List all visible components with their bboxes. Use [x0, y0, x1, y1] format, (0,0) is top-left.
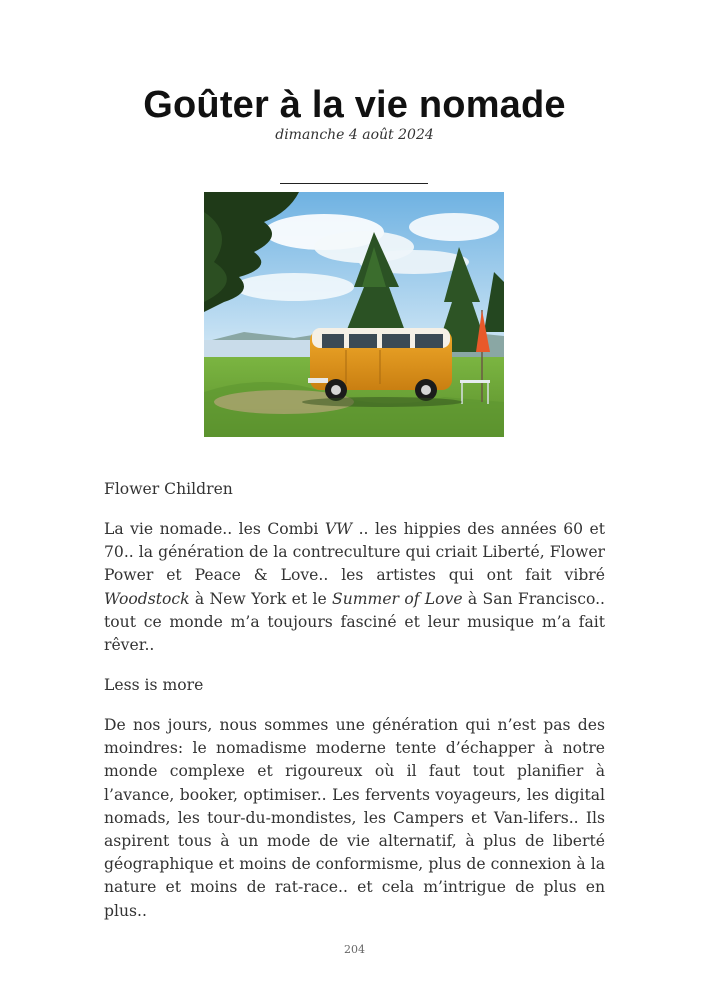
article-body: [104, 478, 605, 940]
text-run: .. les hippies des années 60 et 70.. la génération de la contreculture qui criait Liberté, Flower Power et Peace & Love.. les artistes qui ont fait vibré: [104, 520, 605, 585]
van-photo: [204, 192, 504, 437]
emphasis-run: VW: [324, 520, 353, 538]
section-heading: Flower Children: [104, 480, 233, 498]
page-title: Goûter à la vie nomade: [143, 84, 566, 126]
text-run: à San Francisco.. tout ce monde m’a toujours fasciné et leur musique m’a fait rêver..: [104, 589, 605, 655]
section-paragraph: [104, 518, 605, 657]
text-run: La vie nomade.. les Combi: [104, 520, 325, 538]
title-separator: [280, 183, 428, 184]
page-number: 204: [344, 943, 365, 956]
text-run: De nos jours, nous sommes une génération qui n’est pas des moindres: le nomadisme moderne tente d’échapper à notre monde complexe et rigoureux où il faut tout planifier à l’avance, booker, optimiser.. Les fervents voyageurs, les digital nomads, les tour-du-mondistes, les Campers et Van-lifers.. Ils aspirent tous à un mode de vie alternatif, à plus de liberté géographique et moins de conformisme, plus de connexion à la nature et moins de rat-race.. et cela m’intrigue de plus en plus..: [104, 716, 605, 920]
emphasis-run: Summer of Love: [332, 589, 463, 608]
section-heading: Less is more: [104, 676, 204, 695]
emphasis-run: Woodstock: [104, 589, 190, 608]
section-paragraph: [104, 714, 605, 923]
post-date: dimanche 4 août 2024: [275, 127, 434, 143]
text-run: à New York et le: [189, 589, 333, 608]
